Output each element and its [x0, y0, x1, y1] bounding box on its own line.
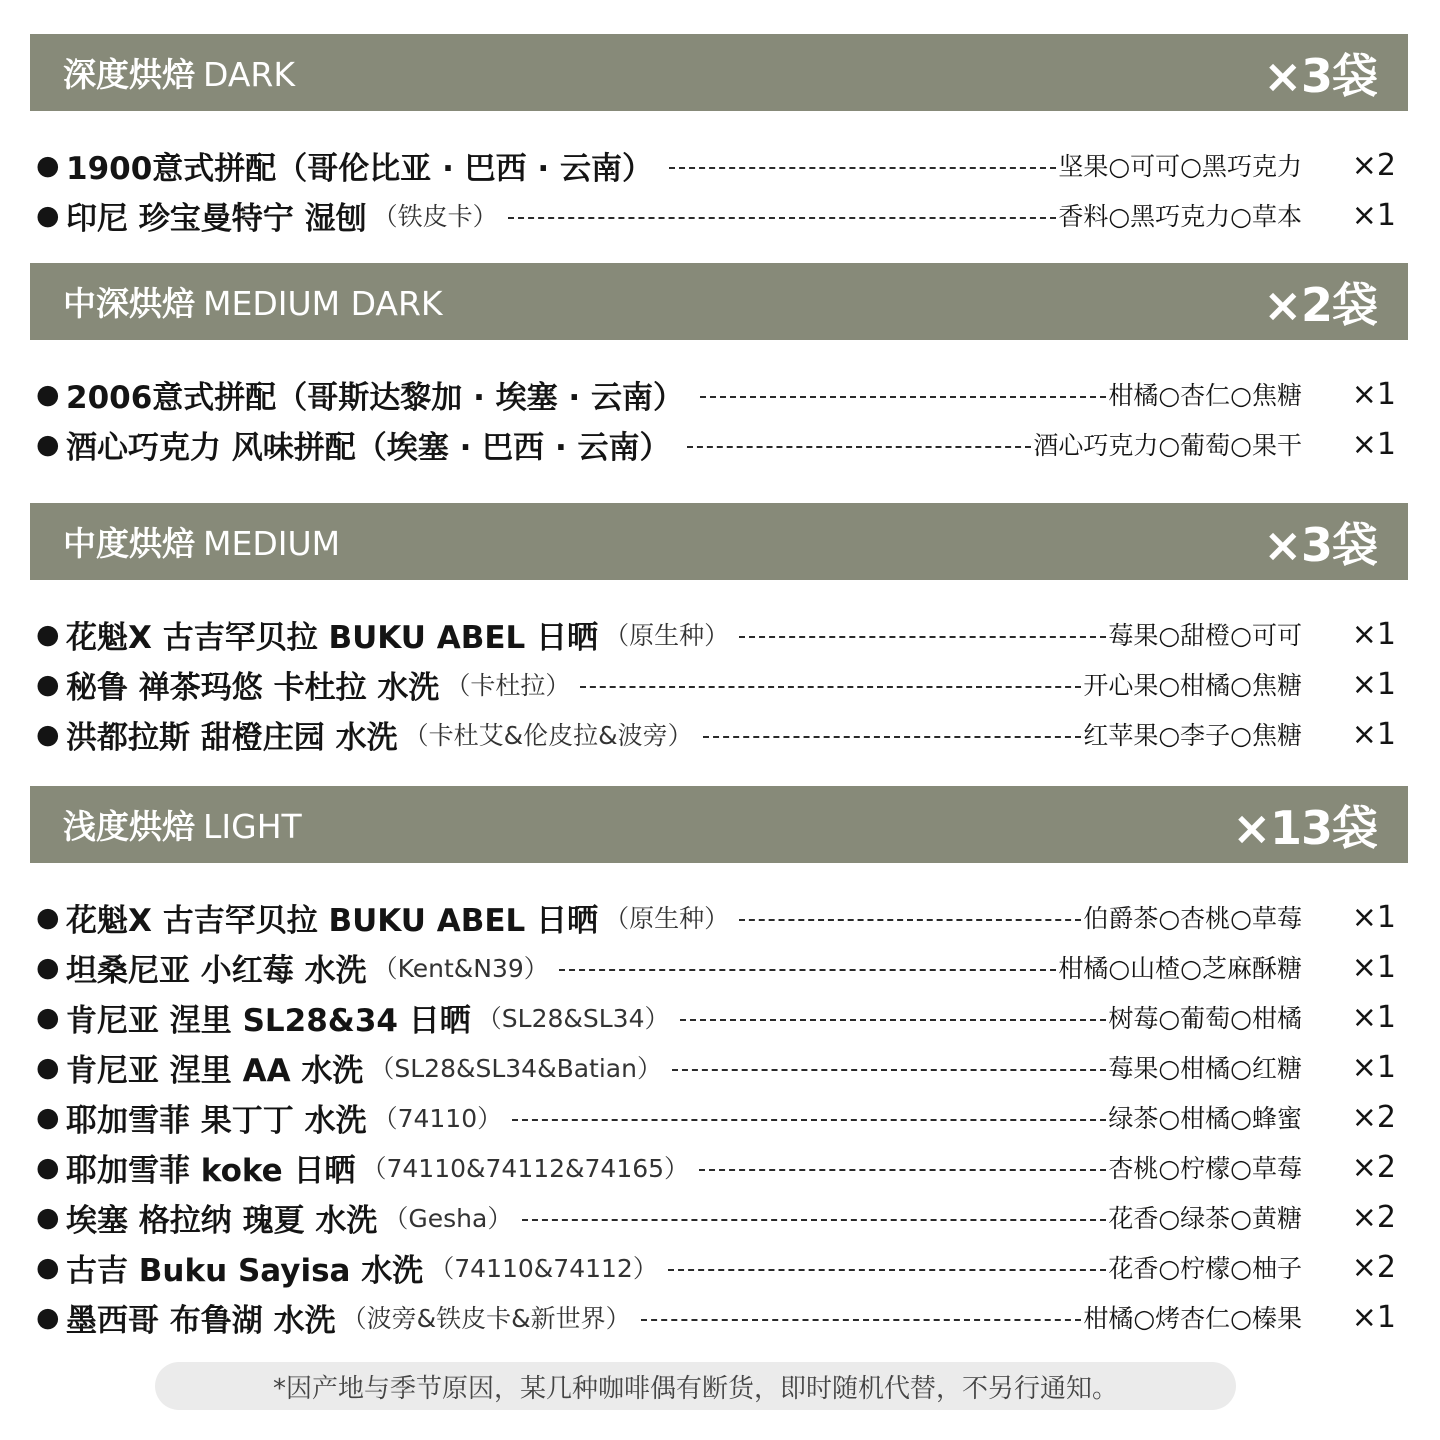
dashed-leader	[700, 396, 1106, 398]
item-quantity: ×1	[1351, 1299, 1396, 1335]
dashed-leader	[672, 1069, 1106, 1071]
list-item	[30, 942, 1408, 992]
item-flavor-notes: 红苹果○李子○焦糖	[1083, 721, 1302, 750]
item-flavor-notes: 开心果○柑橘○焦糖	[1083, 671, 1302, 700]
item-list	[30, 340, 1408, 469]
section-dark	[30, 34, 1408, 240]
item-variety: （Kent&N39）	[372, 954, 549, 983]
section-light	[30, 786, 1408, 1342]
item-flavor-notes: 莓果○柑橘○红糖	[1108, 1054, 1302, 1083]
item-name: 2006意式拼配（哥斯达黎加 · 埃塞 · 云南）	[66, 379, 685, 416]
item-variety: （74110&74112&74165）	[361, 1154, 690, 1183]
list-item	[30, 992, 1408, 1042]
item-name: 花魁X 古吉罕贝拉 BUKU ABEL 日晒	[66, 902, 599, 939]
section-title-en: MEDIUM	[203, 524, 341, 563]
list-item	[30, 609, 1408, 659]
item-variety: （原生种）	[604, 621, 730, 650]
section-title	[63, 278, 443, 325]
section-title	[63, 518, 340, 565]
item-variety: （波旁&铁皮卡&新世界）	[341, 1304, 631, 1333]
bullet-icon: ●	[36, 901, 60, 933]
item-name: 墨西哥 布鲁湖 水洗	[66, 1302, 336, 1339]
list-item	[30, 190, 1408, 240]
dashed-leader	[668, 1269, 1107, 1271]
list-item	[30, 369, 1408, 419]
bullet-icon: ●	[36, 1051, 60, 1083]
item-flavor-notes: 柑橘○杏仁○焦糖	[1108, 381, 1302, 410]
item-flavor-notes: 香料○黑巧克力○草本	[1058, 202, 1302, 231]
bullet-icon: ●	[36, 718, 60, 750]
list-item	[30, 892, 1408, 942]
footer-note: *因产地与季节原因，某几种咖啡偶有断货，即时随机代替，不另行通知。	[155, 1362, 1236, 1410]
bullet-icon: ●	[36, 1201, 60, 1233]
list-item	[30, 140, 1408, 190]
item-flavor-notes: 莓果○甜橙○可可	[1108, 621, 1302, 650]
bullet-icon: ●	[36, 668, 60, 700]
section-title-en: DARK	[203, 55, 295, 94]
item-name: 秘鲁 禅茶玛悠 卡杜拉 水洗	[66, 669, 440, 706]
dashed-leader	[739, 636, 1106, 638]
dashed-leader	[522, 1219, 1106, 1221]
section-title	[63, 801, 302, 848]
item-quantity: ×2	[1351, 1099, 1396, 1135]
dashed-leader	[508, 217, 1057, 219]
list-item	[30, 1142, 1408, 1192]
item-quantity: ×2	[1351, 1249, 1396, 1285]
section-medium	[30, 503, 1408, 759]
list-item	[30, 1242, 1408, 1292]
item-flavor-notes: 花香○柠檬○柚子	[1108, 1254, 1302, 1283]
item-quantity: ×2	[1351, 147, 1396, 183]
bullet-icon: ●	[36, 199, 60, 231]
item-quantity: ×1	[1351, 999, 1396, 1035]
item-quantity: ×1	[1351, 197, 1396, 233]
item-name: 肯尼亚 涅里 AA 水洗	[66, 1052, 364, 1089]
item-variety: （铁皮卡）	[372, 202, 498, 231]
item-flavor-notes: 花香○绿茶○黄糖	[1108, 1204, 1302, 1233]
item-variety: （SL28&SL34&Batian）	[369, 1054, 662, 1083]
item-quantity: ×1	[1351, 426, 1396, 462]
item-variety: （原生种）	[604, 904, 730, 933]
item-variety: （卡杜拉）	[445, 671, 571, 700]
item-quantity: ×1	[1351, 716, 1396, 752]
dashed-leader	[699, 1169, 1106, 1171]
bullet-icon: ●	[36, 1251, 60, 1283]
section-header	[30, 34, 1408, 111]
item-quantity: ×1	[1351, 899, 1396, 935]
item-variety: （74110&74112）	[429, 1254, 658, 1283]
list-item	[30, 1292, 1408, 1342]
item-flavor-notes: 柑橘○山楂○芝麻酥糖	[1058, 954, 1302, 983]
item-name: 酒心巧克力 风味拼配（埃塞 · 巴西 · 云南）	[66, 429, 671, 466]
item-name: 洪都拉斯 甜橙庄园 水洗	[66, 719, 398, 756]
item-quantity: ×1	[1351, 376, 1396, 412]
item-name: 耶加雪菲 koke 日晒	[66, 1152, 356, 1189]
section-title-cn: 中深烘焙	[63, 284, 195, 323]
item-name: 1900意式拼配（哥伦比亚 · 巴西 · 云南）	[66, 150, 654, 187]
item-quantity: ×1	[1351, 616, 1396, 652]
item-flavor-notes: 柑橘○烤杏仁○榛果	[1083, 1304, 1302, 1333]
bullet-icon: ●	[36, 149, 60, 181]
dashed-leader	[687, 446, 1032, 448]
item-variety: （74110）	[372, 1104, 503, 1133]
dashed-leader	[739, 919, 1081, 921]
list-item	[30, 659, 1408, 709]
section-title-cn: 浅度烘焙	[63, 807, 195, 846]
item-list	[30, 863, 1408, 1342]
item-name: 埃塞 格拉纳 瑰夏 水洗	[66, 1202, 378, 1239]
item-quantity: ×2	[1351, 1149, 1396, 1185]
item-name: 坦桑尼亚 小红莓 水洗	[66, 952, 367, 989]
item-list	[30, 111, 1408, 240]
item-quantity: ×2	[1351, 1199, 1396, 1235]
dashed-leader	[559, 969, 1057, 971]
item-flavor-notes: 坚果○可可○黑巧克力	[1058, 152, 1302, 181]
list-item	[30, 1092, 1408, 1142]
list-item	[30, 709, 1408, 759]
section-bag-count: ×3袋	[1263, 48, 1377, 103]
section-title-cn: 中度烘焙	[63, 524, 195, 563]
dashed-leader	[641, 1319, 1082, 1321]
item-variety: （SL28&SL34）	[476, 1004, 670, 1033]
bullet-icon: ●	[36, 1151, 60, 1183]
bullet-icon: ●	[36, 951, 60, 983]
section-bag-count: ×3袋	[1263, 517, 1377, 572]
bullet-icon: ●	[36, 618, 60, 650]
list-item	[30, 1192, 1408, 1242]
bullet-icon: ●	[36, 428, 60, 460]
list-item	[30, 419, 1408, 469]
bullet-icon: ●	[36, 1101, 60, 1133]
item-name: 印尼 珍宝曼特宁 湿刨	[66, 200, 367, 237]
bullet-icon: ●	[36, 1301, 60, 1333]
dashed-leader	[512, 1119, 1106, 1121]
section-medium-dark	[30, 263, 1408, 469]
item-flavor-notes: 树莓○葡萄○柑橘	[1108, 1004, 1302, 1033]
section-title-en: MEDIUM DARK	[203, 284, 443, 323]
section-bag-count: ×2袋	[1263, 277, 1377, 332]
dashed-leader	[580, 686, 1081, 688]
bullet-icon: ●	[36, 1001, 60, 1033]
item-list	[30, 580, 1408, 759]
item-name: 肯尼亚 涅里 SL28&34 日晒	[66, 1002, 471, 1039]
item-variety: （卡杜艾&伦皮拉&波旁）	[403, 721, 693, 750]
dashed-leader	[680, 1019, 1107, 1021]
item-quantity: ×1	[1351, 949, 1396, 985]
item-flavor-notes: 伯爵茶○杏桃○草莓	[1083, 904, 1302, 933]
section-title-en: LIGHT	[203, 807, 302, 846]
item-name: 耶加雪菲 果丁丁 水洗	[66, 1102, 367, 1139]
section-title	[63, 49, 295, 96]
list-item	[30, 1042, 1408, 1092]
item-quantity: ×1	[1351, 1049, 1396, 1085]
section-header	[30, 786, 1408, 863]
item-flavor-notes: 杏桃○柠檬○草莓	[1108, 1154, 1302, 1183]
bullet-icon: ●	[36, 378, 60, 410]
section-header	[30, 263, 1408, 340]
item-flavor-notes: 绿茶○柑橘○蜂蜜	[1108, 1104, 1302, 1133]
dashed-leader	[703, 736, 1082, 738]
item-variety: （Gesha）	[383, 1204, 513, 1233]
item-quantity: ×1	[1351, 666, 1396, 702]
item-flavor-notes: 酒心巧克力○葡萄○果干	[1033, 431, 1302, 460]
section-title-cn: 深度烘焙	[63, 55, 195, 94]
item-name: 古吉 Buku Sayisa 水洗	[66, 1252, 424, 1289]
item-name: 花魁X 古吉罕贝拉 BUKU ABEL 日晒	[66, 619, 599, 656]
section-header	[30, 503, 1408, 580]
dashed-leader	[669, 167, 1056, 169]
section-bag-count: ×13袋	[1232, 800, 1377, 855]
